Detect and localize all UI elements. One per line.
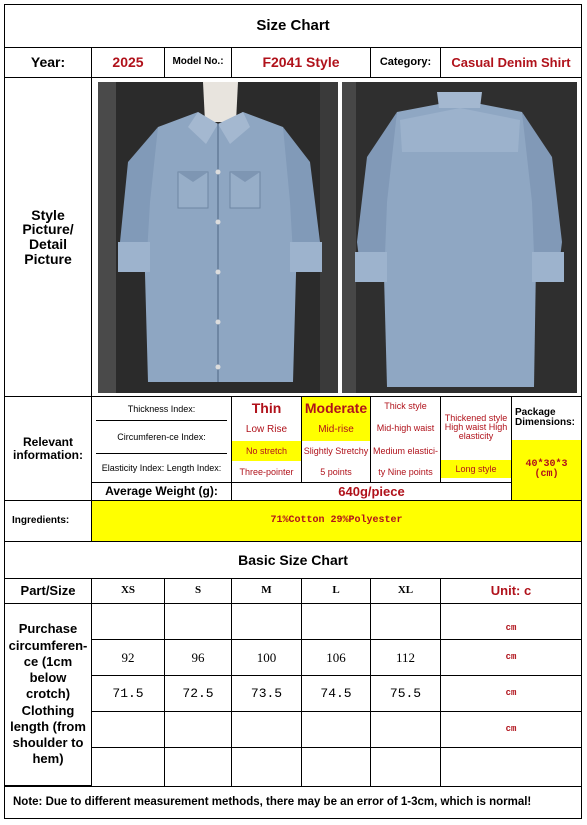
category-value: Casual Denim Shirt bbox=[440, 47, 582, 78]
page-title: Size Chart bbox=[4, 4, 582, 48]
average-weight-label: Average Weight (g): bbox=[91, 482, 232, 501]
row-2-m: 73.5 bbox=[231, 675, 302, 712]
size-m: M bbox=[231, 578, 302, 604]
thickness-thin: Thin bbox=[251, 400, 282, 416]
front-shirt-photo bbox=[98, 82, 338, 393]
row-3-unit: cm bbox=[440, 711, 582, 748]
year-label: Year: bbox=[4, 47, 92, 78]
row-3-m bbox=[231, 711, 302, 748]
year-value: 2025 bbox=[91, 47, 165, 78]
elasticity-slightly-stretchy: Slightly Stretchy bbox=[303, 445, 369, 456]
thickness-thick-style: Thick style bbox=[384, 400, 427, 411]
category-label: Category: bbox=[370, 47, 441, 78]
row-2-unit: cm bbox=[440, 675, 582, 712]
thickness-moderate: Moderate bbox=[302, 397, 370, 419]
size-chart-sheet bbox=[4, 4, 582, 819]
average-weight-value: 640g/piece bbox=[231, 482, 512, 501]
package-dimensions-label: Package Dimensions: bbox=[515, 407, 576, 428]
row-1-unit: cm bbox=[440, 639, 582, 676]
relevant-info-label: Relevant information: bbox=[4, 396, 92, 501]
circumference-mid-high-waist: Mid-high waist bbox=[376, 422, 435, 433]
size-xs: XS bbox=[91, 578, 165, 604]
row-3-xs bbox=[91, 711, 165, 748]
circumference-index-label: Circumferen-ce Index: bbox=[96, 422, 227, 454]
package-dimensions-value: 40*30*3 (cm) bbox=[512, 440, 581, 500]
model-label: Model No.: bbox=[164, 47, 232, 78]
elasticity-no-stretch: No stretch bbox=[232, 441, 301, 461]
elasticity-medium: Medium elastici- bbox=[372, 445, 439, 456]
thickness-index-label: Thickness Index: bbox=[96, 399, 227, 421]
row-0-s bbox=[164, 603, 232, 640]
row-0-m bbox=[231, 603, 302, 640]
back-shirt-photo bbox=[342, 82, 577, 393]
row-4-xl bbox=[370, 747, 441, 787]
row-0-l bbox=[301, 603, 371, 640]
row-1-xs: 92 bbox=[91, 639, 165, 676]
model-value: F2041 Style bbox=[231, 47, 371, 78]
row-0-unit: cm bbox=[440, 603, 582, 640]
length-5-points: 5 points bbox=[320, 466, 352, 477]
length-three-pointer: Three-pointer bbox=[239, 466, 294, 477]
row-1-l: 106 bbox=[301, 639, 371, 676]
size-xl: XL bbox=[370, 578, 441, 604]
row-4-unit bbox=[440, 747, 582, 787]
circumference-mid-rise: Mid-rise bbox=[302, 419, 370, 441]
row-4-m bbox=[231, 747, 302, 787]
row-3-l bbox=[301, 711, 371, 748]
row-2-xl: 75.5 bbox=[370, 675, 441, 712]
length-long-style: Long style bbox=[441, 460, 511, 478]
measurement-note: Note: Due to different measurement methods, there may be an error of 1-3cm, which is normal! bbox=[4, 786, 582, 819]
row-2-xs: 71.5 bbox=[91, 675, 165, 712]
part-size-label: Part/Size bbox=[4, 578, 92, 604]
elasticity-length-index-label: Elasticity Index: Length Index: bbox=[101, 463, 222, 473]
parts-label: Purchase circumferen-ce (1cm below crotch) Clothing length (from shoulder to hem) bbox=[4, 603, 92, 786]
thickness-thickened-high-waist: Thickened style High waist High elasticity bbox=[444, 412, 508, 441]
row-1-s: 96 bbox=[164, 639, 232, 676]
row-0-xs bbox=[91, 603, 165, 640]
row-1-m: 100 bbox=[231, 639, 302, 676]
basic-size-chart-title: Basic Size Chart bbox=[4, 541, 582, 579]
circumference-low-rise: Low Rise bbox=[245, 424, 288, 435]
row-3-s bbox=[164, 711, 232, 748]
row-2-s: 72.5 bbox=[164, 675, 232, 712]
row-4-l bbox=[301, 747, 371, 787]
style-picture-label: Style Picture/ Detail Picture bbox=[4, 77, 92, 397]
row-4-xs bbox=[91, 747, 165, 787]
row-4-s bbox=[164, 747, 232, 787]
row-0-xl bbox=[370, 603, 441, 640]
row-2-l: 74.5 bbox=[301, 675, 371, 712]
row-1-xl: 112 bbox=[370, 639, 441, 676]
size-s: S bbox=[164, 578, 232, 604]
ingredients-value: 71%Cotton 29%Polyester bbox=[91, 500, 582, 542]
size-l: L bbox=[301, 578, 371, 604]
row-3-xl bbox=[370, 711, 441, 748]
length-nine-points: ty Nine points bbox=[378, 466, 433, 477]
unit-label: Unit: c bbox=[440, 578, 582, 604]
ingredients-label: Ingredients: bbox=[4, 500, 92, 542]
